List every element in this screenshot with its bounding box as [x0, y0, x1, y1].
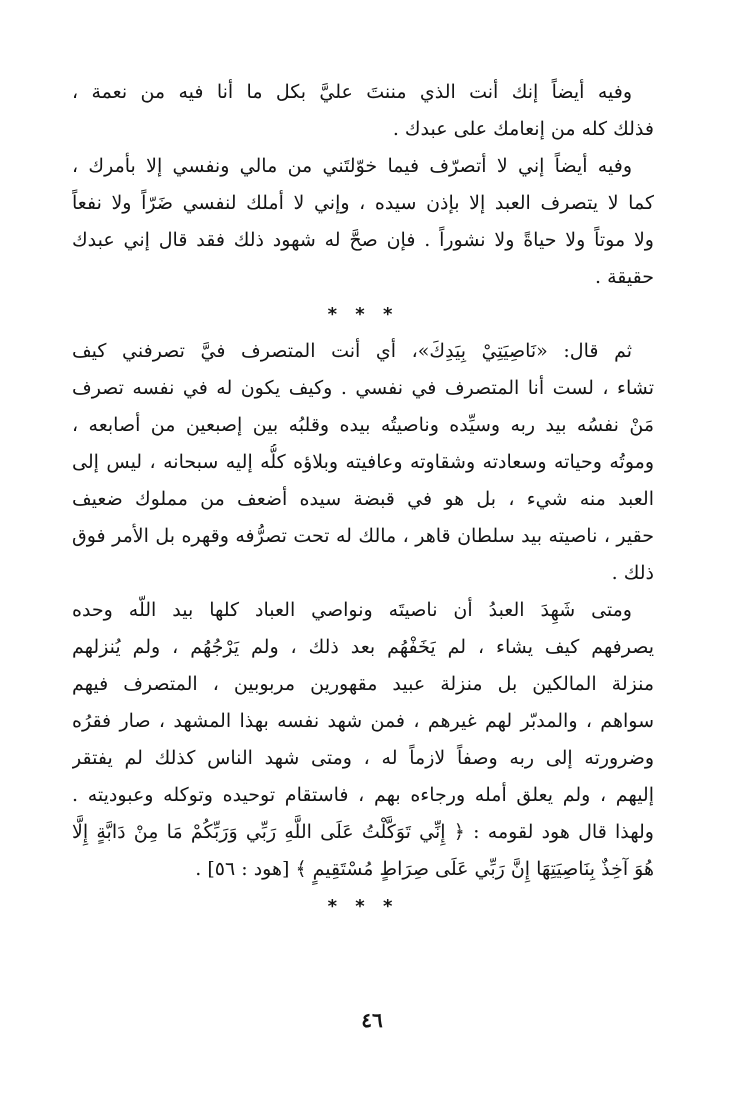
quran-verse-line: هُوَ آخِذٌ بِنَاصِيَتِهَا إِنَّ رَبِّي عَلَى صِرَاطٍ مُسْتَقِيمٍ ﴾ [هود : ٥٦] . — [195, 858, 654, 880]
text-line: وضرورته إلى ربه وصفاً لازماً له ، ومتى شهد الناس كذلك لم يفتقر — [72, 747, 654, 769]
text-line: ومتى شَهِدَ العبدُ أن ناصيتَه ونواصي العباد كلها بيد اللّه وحده — [72, 599, 632, 621]
text-line: ثم قال: «نَاصِيَتِيْ بِيَدِكَ»، أي أنت المتصرف فيَّ تصرفني كيف — [72, 340, 632, 362]
text-line: تشاء ، لست أنا المتصرف في نفسي . وكيف يكون له في نفسه تصرف — [72, 377, 654, 399]
section-separator: * * * — [327, 304, 399, 325]
paragraph-4 — [72, 592, 654, 888]
page-number: ٤٦ — [361, 1008, 383, 1032]
text-line: ولا موتاً ولا حياةً ولا نشوراً . فإن صحَّ له شهود ذلك فقد قال إني عبدك — [72, 229, 654, 251]
text-line: وفيه أيضاً إني لا أتصرّف فيما خوّلتَني من مالي ونفسي إلا بأمرك ، — [72, 155, 632, 177]
text-line: منزلة المالكين بل منزلة عبيد مقهورين مربوبين ، المتصرف فيهم — [72, 673, 654, 695]
text-line: إليهم ، ولم يعلق أمله ورجاءه بهم ، فاستقام توحيده وتوكله وعبوديته . — [72, 784, 654, 806]
text-line: حقيقة . — [595, 266, 654, 288]
paragraph-1 — [72, 74, 654, 148]
text-line: يصرفهم كيف يشاء ، لم يَخَفْهُم بعد ذلك ، ولم يَرْجُهُم ، ولم يُنزلهم — [72, 636, 654, 658]
text-line: فذلك كله من إنعامك على عبدك . — [392, 118, 654, 140]
text-line: العبد منه شيء ، بل هو في قبضة سيده أضعف من مملوك ضعيف — [72, 488, 654, 510]
text-line: كما لا يتصرف العبد إلا بإذن سيده ، وإني لا أملك لنفسي ضَرّاً ولا نفعاً — [72, 192, 654, 214]
text-line: حقير ، ناصيته بيد سلطان قاهر ، مالك له تحت تصرُّفه وقهره بل الأمر فوق — [72, 525, 654, 547]
text-line: وموتُه وحياته وسعادته وشقاوته وعافيته وبلاؤه كلُّه إليه سبحانه ، ليس إلى — [72, 451, 654, 473]
text-line: ذلك . — [611, 562, 654, 584]
text-line: سواهم ، والمدبّر لهم غيرهم ، فمن شهد نفسه بهذا المشهد ، صار فقرُه — [72, 710, 654, 732]
page-body — [72, 74, 654, 925]
paragraph-3 — [72, 333, 654, 592]
text-line: وفيه أيضاً إنك أنت الذي مننتَ عليَّ بكل ما أنا فيه من نعمة ، — [72, 81, 632, 103]
text-line: مَنْ نفسُه بيد ربه وسيِّده وناصيتُه بيده وقلبُه بين إصبعين من أصابعه ، — [72, 414, 654, 436]
section-separator: * * * — [327, 896, 399, 917]
quran-verse-line: ولهذا قال هود لقومه : ﴿ إِنِّي تَوَكَّلْتُ عَلَى اللَّهِ رَبِّي وَرَبِّكُمْ مَا مِنْ دَابَّةٍ إِلَّا — [72, 821, 654, 843]
paragraph-2 — [72, 148, 654, 296]
